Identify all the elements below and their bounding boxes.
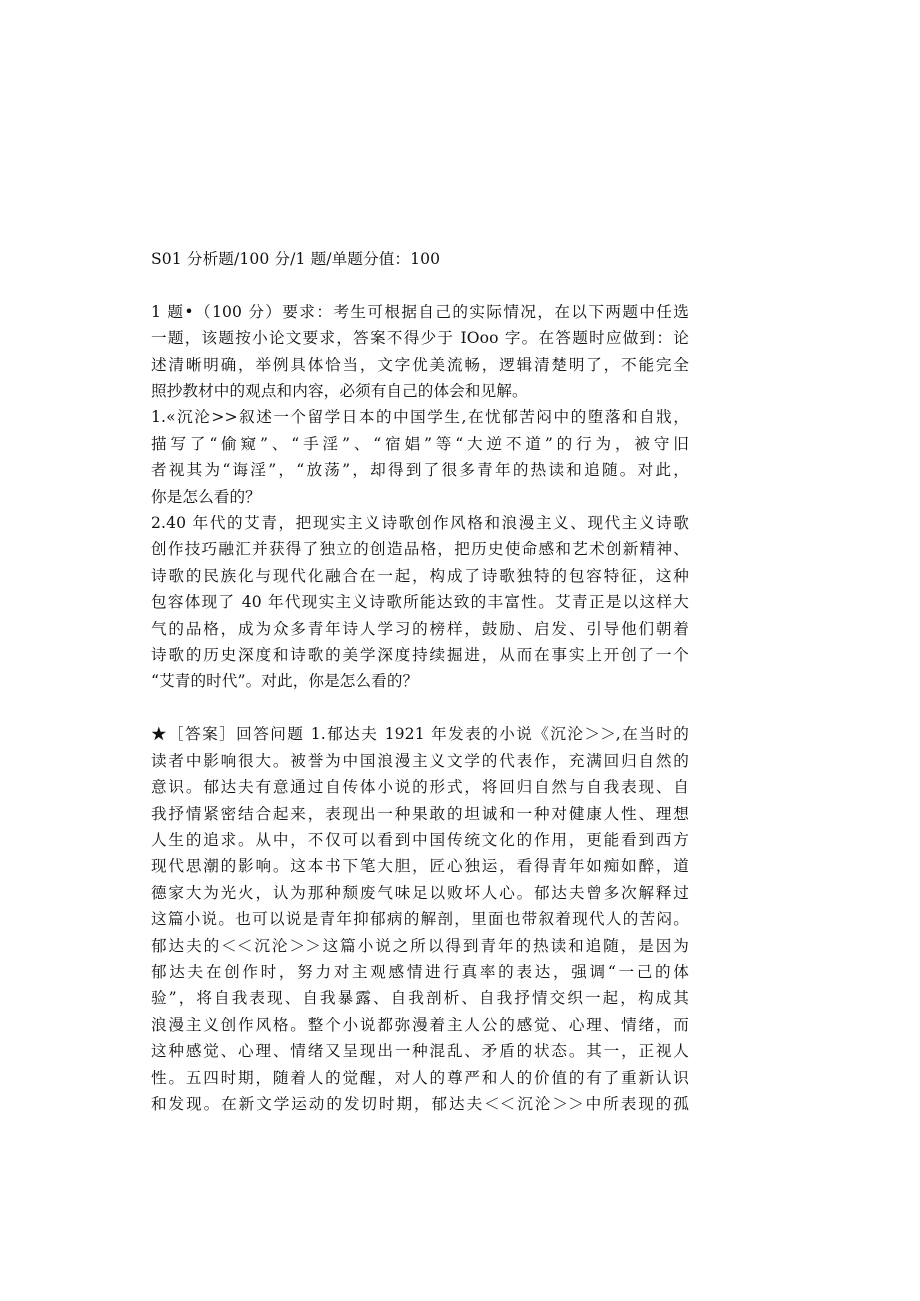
topic-2 [151,510,689,695]
answer-line: 这种感觉、心理、情绪又呈现出一种混乱、矛盾的状态。其一，正视人 [151,1042,689,1061]
answer-line: 验”，将自我表现、自我暴露、自我剖析、自我抒情交织一起，构成其 [151,989,689,1008]
answer-line: 现代思潮的影响。这本书下笔大胆，匠心独运，看得青年如痴如醉，道 [151,857,689,876]
answer-line: 和发现。在新文学运动的发切时期，郁达夫＜＜沉沦＞＞中所表现的孤 [151,1094,689,1113]
question-line: 述清晰明确，举例具体恰当，文字优美流畅，逻辑清楚明了，不能完全 [151,355,689,374]
spacer [151,695,689,721]
topic-1-line: 你是怎么看的？ [151,487,261,506]
answer-line: 浪漫主义创作风格。整个小说都弥漫着主人公的感觉、心理、情绪，而 [151,1015,689,1034]
answer-line: 郁达夫在创作时，努力对主观感情进行真率的表达，强调“一己的体 [151,962,689,981]
answer-line: 这篇小说。也可以说是青年抑郁病的解剖，里面也带叙着现代人的苦闷。 [151,910,689,929]
answer-line: 读者中影响很大。被誉为中国浪漫主义文学的代表作，充满回归自然的 [151,751,689,770]
answer-line: 意识。郁达夫有意通过自传体小说的形式，将回归自然与自我表现、自 [151,778,689,797]
topic-1-line: 者视其为“诲淫”，“放荡”，却得到了很多青年的热读和追随。对此， [151,461,689,480]
document-page [151,246,689,1117]
section-header: S01 分析题/100 分/1 题/单题分值：100 [151,250,441,268]
topic-1-line: 1.«沉沦>>叙述一个留学日本的中国学生,在忧郁苦闷中的堕落和自戕， [151,408,689,427]
topic-2-line: 创作技巧融汇并获得了独立的创造品格，把历史使命感和艺术创新精神、 [151,540,689,559]
topic-2-line: 气的品格，成为众多青年诗人学习的榜样，鼓励、启发、引导他们朝着 [151,619,689,638]
answer-section [151,721,689,1117]
spacer [151,272,689,298]
question-line: 一题，该题按小论文要求，答案不得少于 IOoo 字。在答题时应做到：论 [151,329,689,348]
topic-2-line: 诗歌的历史深度和诗歌的美学深度持续掘进，从而在事实上开创了一个 [151,646,689,665]
question-line: 照抄教材中的观点和内容，必须有自己的体会和见解。 [151,382,528,401]
answer-line: 我抒情紧密结合起来，表现出一种果敢的坦诚和一种对健康人性、理想 [151,804,689,823]
answer-line: 人生的追求。从中，不仅可以看到中国传统文化的作用，更能看到西方 [151,830,689,849]
topic-2-line: 诗歌的民族化与现代化融合在一起，构成了诗歌独特的包容特征，这种 [151,566,689,585]
topic-1 [151,404,689,510]
answer-line: 德家大为光火，认为那种颓废气味足以败坏人心。郁达夫曾多次解释过 [151,883,689,902]
answer-line: 性。五四时期，随着人的觉醒，对人的尊严和人的价值的有了重新认识 [151,1068,689,1087]
question-requirements [151,299,689,405]
answer-line: ★［答案］回答问题 1.郁达夫 1921 年发表的小说《沉沦＞＞,在当时的 [151,725,689,744]
answer-line: 郁达夫的＜＜沉沦＞＞这篇小说之所以得到青年的热读和追随，是因为 [151,936,689,955]
question-line: 1 题•（100 分）要求：考生可根据自己的实际情况，在以下两题中任选 [151,302,689,321]
topic-2-line: “艾青的时代”。对此，你是怎么看的？ [151,672,419,691]
topic-2-line: 2.40 年代的艾青，把现实主义诗歌创作风格和浪漫主义、现代主义诗歌 [151,514,689,533]
topic-1-line: 描写了“偷窥”、“手淫”、“宿娼”等“大逆不道”的行为，被守旧 [151,434,689,453]
topic-2-line: 包容体现了 40 年代现实主义诗歌所能达致的丰富性。艾青正是以这样大 [151,593,689,612]
